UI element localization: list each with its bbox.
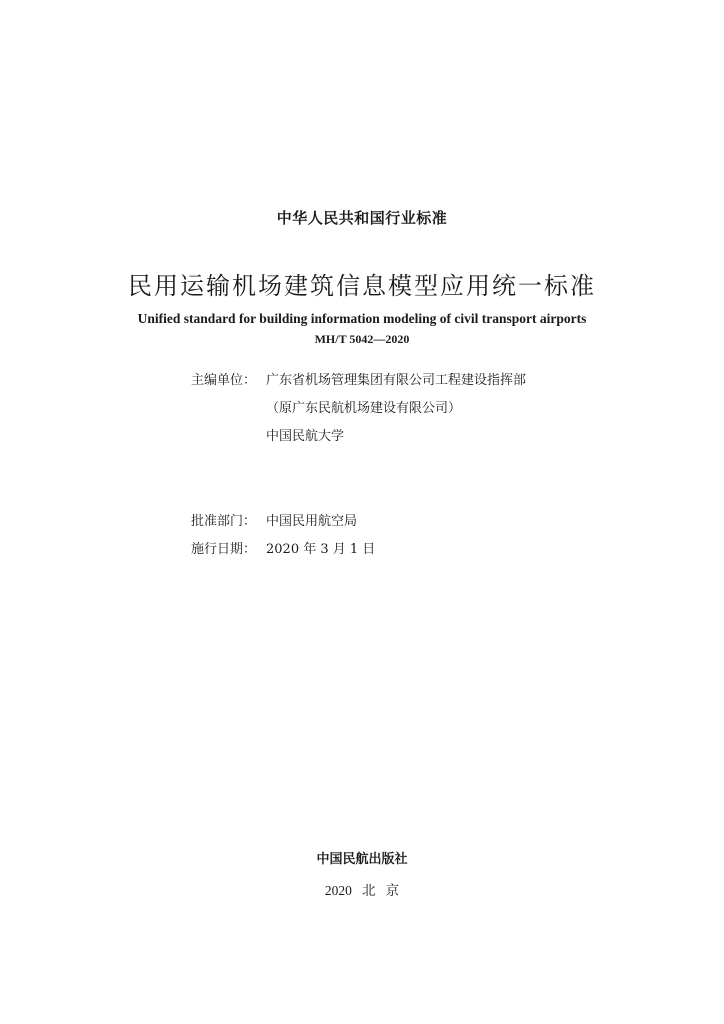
editor-row	[191, 369, 526, 388]
publication-place-year: 2020 北 京	[324, 883, 400, 898]
approval-row	[191, 510, 357, 529]
effective-date-label: 施行日期：	[191, 542, 257, 557]
title-english: Unified standard for building information modeling of civil transport airports	[137, 311, 587, 326]
publisher: 中国民航出版社	[316, 852, 408, 867]
standard-number: MH/T 5042—2020	[314, 332, 410, 346]
standard-series: 中华人民共和国行业标准	[276, 209, 448, 227]
editor-value-2: （原广东民航机场建设有限公司）	[266, 401, 462, 416]
editor-value-1: 广东省机场管理集团有限公司工程建设指挥部	[266, 373, 527, 388]
approval-label: 批准部门：	[191, 514, 257, 529]
approval-value: 中国民用航空局	[266, 514, 358, 529]
editor-label: 主编单位：	[191, 373, 257, 388]
effective-date-value: 2020 年 3 月 1 日	[266, 542, 376, 557]
editor-value-3: 中国民航大学	[266, 429, 345, 444]
title-chinese: 民用运输机场建筑信息模型应用统一标准	[128, 272, 596, 300]
effective-date-row	[191, 538, 375, 557]
